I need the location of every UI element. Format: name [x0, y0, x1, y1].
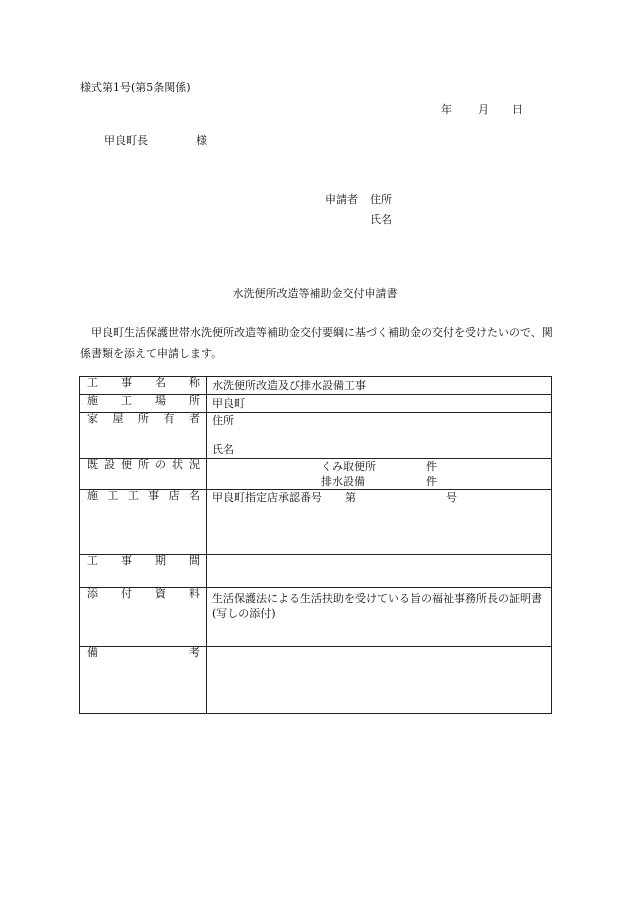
label-char: 事	[148, 489, 160, 502]
label-char: 工	[107, 489, 119, 502]
label-construction-site	[80, 395, 207, 413]
label-char: 資	[155, 587, 166, 600]
label-char: 付	[121, 587, 132, 600]
form-number: 様式第1号(第5条関係)	[80, 81, 191, 94]
row-remarks	[80, 647, 552, 714]
label-char: 間	[189, 554, 200, 567]
label-char: 者	[189, 412, 200, 425]
label-char: 工	[121, 394, 132, 407]
label-char: 家	[87, 412, 98, 425]
label-char: 場	[155, 394, 166, 407]
value-construction-site	[207, 395, 552, 413]
label-char: 料	[189, 587, 200, 600]
applicant-name-label: 氏名	[370, 213, 392, 226]
existing-item2: 排水設備	[321, 475, 365, 488]
existing-item1-unit: 件	[426, 460, 437, 473]
label-char: 状	[172, 458, 183, 471]
applicant-label: 申請者	[325, 193, 358, 206]
addressee-honorific: 様	[196, 134, 207, 147]
label-char: 既	[87, 458, 98, 471]
owner-name-label: 氏名	[212, 443, 234, 456]
existing-item2-unit: 件	[426, 475, 437, 488]
label-char: 便	[121, 458, 132, 471]
label-char: 名	[155, 376, 166, 389]
label-char: 有	[163, 412, 175, 425]
label-char: 所	[138, 458, 149, 471]
label-char: 設	[104, 458, 115, 471]
label-construction-name	[80, 377, 207, 395]
label-attachments	[80, 588, 207, 647]
label-char: 事	[121, 554, 132, 567]
label-char: の	[155, 458, 166, 471]
label-period	[80, 555, 207, 588]
label-char: 施	[87, 489, 98, 502]
row-period	[80, 555, 552, 588]
row-construction-name	[80, 377, 552, 395]
row-contractor	[80, 490, 552, 555]
label-char: 屋	[112, 412, 124, 425]
label-char: 工	[127, 489, 139, 502]
label-char: 名	[188, 489, 200, 502]
intro-text: 甲良町生活保護世帯水洗便所改造等補助金交付要綱に基づく補助金の交付を受けたいので、関係書類を添えて申請します。	[80, 326, 553, 360]
value-construction-name	[207, 377, 552, 395]
date-day-label: 日	[512, 103, 523, 116]
label-remarks	[80, 647, 207, 714]
row-house-owner	[80, 413, 552, 459]
label-char: 称	[189, 376, 200, 389]
label-char: 工	[87, 376, 98, 389]
label-char: 添	[87, 587, 98, 600]
attachments-value: 生活保護法による生活扶助を受けている旨の福祉事務所長の証明書(写しの添付)	[212, 592, 542, 620]
row-attachments	[80, 588, 552, 647]
label-char: 所	[138, 412, 149, 425]
date-month-label: 月	[478, 103, 489, 116]
row-existing-toilet	[80, 459, 552, 490]
label-char: 況	[189, 458, 200, 471]
applicant-address-label: 住所	[370, 193, 392, 206]
construction-site-value: 甲良町	[212, 397, 245, 410]
addressee-name: 甲良町長	[104, 134, 148, 147]
label-char: 期	[155, 554, 166, 567]
value-existing-toilet	[207, 459, 552, 490]
contractor-approval-dai: 第	[345, 491, 356, 504]
value-period	[207, 555, 552, 588]
row-construction-site	[80, 395, 552, 413]
label-char: 考	[189, 646, 200, 659]
value-remarks	[207, 647, 552, 714]
label-char: 店	[168, 489, 180, 502]
application-table	[79, 376, 552, 714]
contractor-approval-go: 号	[446, 491, 457, 504]
value-house-owner	[207, 413, 552, 459]
value-attachments	[207, 588, 552, 647]
contractor-approval-label: 甲良町指定店承認番号	[212, 491, 322, 504]
label-contractor	[80, 490, 207, 555]
label-char: 備	[87, 646, 98, 659]
owner-address-label: 住所	[212, 414, 234, 427]
label-char: 所	[189, 394, 200, 407]
label-house-owner	[80, 413, 207, 459]
label-char: 工	[87, 554, 98, 567]
construction-name-value: 水洗便所改造及び排水設備工事	[212, 379, 366, 392]
date-year-label: 年	[441, 103, 452, 116]
value-contractor	[207, 490, 552, 555]
existing-item1: くみ取便所	[321, 460, 376, 473]
document-title: 水洗便所改造等補助金交付申請書	[232, 287, 398, 300]
label-char: 事	[121, 376, 132, 389]
label-char: 施	[87, 394, 98, 407]
label-existing-toilet	[80, 459, 207, 490]
